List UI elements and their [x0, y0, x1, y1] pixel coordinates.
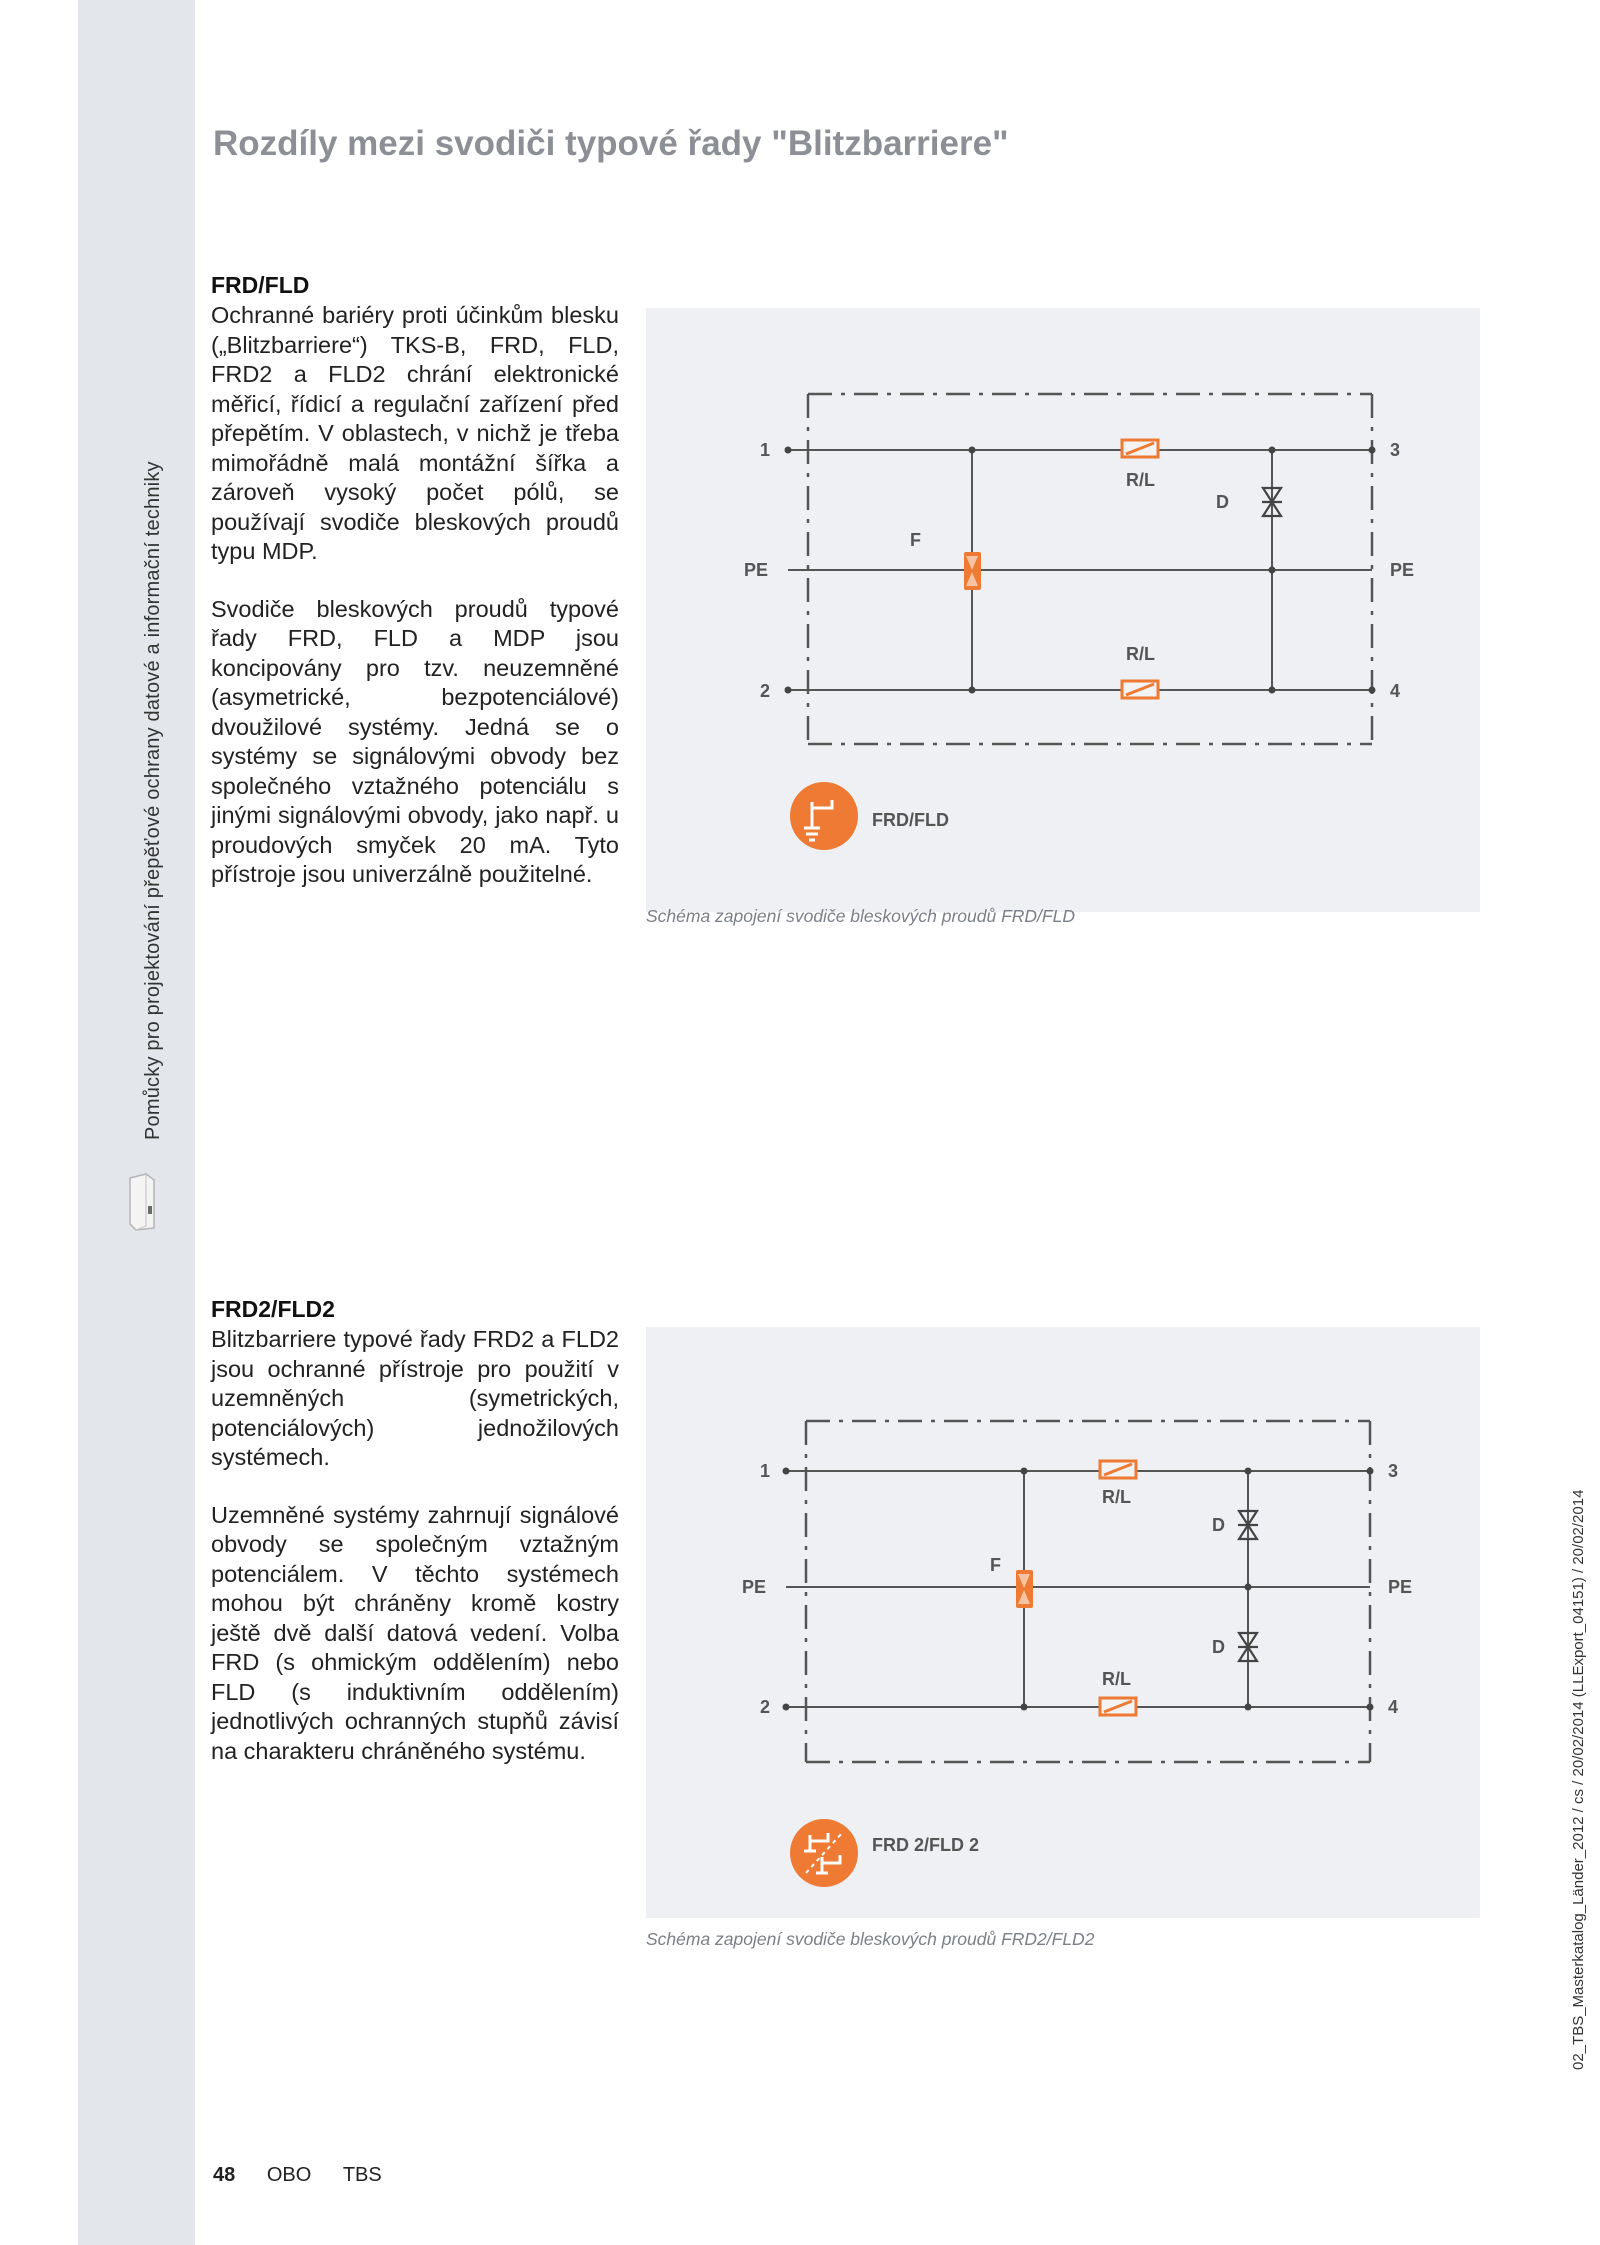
page-number: 48	[213, 2164, 236, 2186]
terminal-1-label: 1	[760, 1461, 771, 1481]
fuse-label: F	[990, 1555, 1001, 1575]
figure-caption: Schéma zapojení svodiče bleskových proudů FRD/FLD	[646, 906, 1075, 926]
badge-label: FRD/FLD	[872, 810, 949, 830]
diode-bottom-label: D	[1212, 1637, 1225, 1657]
section-frd2-fld2	[211, 1296, 619, 1794]
product-thumbnail-icon	[126, 1172, 158, 1232]
side-band	[78, 0, 195, 2245]
resistor-bottom-label: R/L	[1126, 644, 1155, 664]
terminal-2-label: 2	[760, 681, 771, 701]
diagram-labels	[742, 1461, 1412, 1855]
pe-left-label: PE	[742, 1577, 767, 1597]
section-heading: FRD2/FLD2	[211, 1296, 335, 1322]
badge-label: FRD 2/FLD 2	[872, 1835, 980, 1855]
resistor-top-label: R/L	[1102, 1487, 1131, 1507]
resistor-top-label: R/L	[1126, 470, 1155, 490]
terminal-3-label: 3	[1390, 440, 1401, 460]
section-paragraph: Svodiče bleskových proudů typové řady FRD, FLD a MDP jsou koncipovány pro tzv. neuzemněné (asymetrické, bezpotenciálové) dvoužilové systémy. Jedná se o systémy se signálovými obvody bez společného vztažného potenciálu s jinými signálovými obvody, jako např. u proudových smyček 20 mA. Tyto přístroje jsou univerzálně použitelné.	[211, 595, 619, 887]
figure-caption: Schéma zapojení svodiče bleskových proudů FRD2/FLD2	[646, 1929, 1095, 1949]
print-info: 02_TBS_Masterkatalog_Länder_2012 / cs / 20/02/2014 (LLExport_04151) / 20/02/2014	[1570, 1489, 1587, 2070]
terminal-1-label: 1	[760, 440, 771, 460]
circuit-diagram-frd2-fld2	[646, 1327, 1480, 1918]
diode-label: D	[1216, 492, 1229, 512]
side-band-label: Pomůcky pro projektování přepěťové ochrany datové a informační techniky	[142, 461, 164, 1140]
page-title: Rozdíly mezi svodiči typové řady "Blitzbarriere"	[213, 124, 1009, 163]
frd2-fld2-badge-icon	[790, 1819, 858, 1887]
circuit-diagram-frd-fld	[646, 308, 1480, 912]
frd-fld-badge-icon	[790, 782, 858, 850]
section-paragraph: Blitzbarriere typové řady FRD2 a FLD2 jsou ochranné přístroje pro použití v uzemněných (symetrických, potenciálových) jednožilových systémech.	[211, 1326, 619, 1470]
terminal-4-label: 4	[1388, 1697, 1399, 1717]
diagram-labels	[744, 440, 1414, 830]
brand-name: OBO	[266, 2164, 312, 2186]
terminal-2-label: 2	[760, 1697, 771, 1717]
section-paragraph: Uzemněné systémy zahrnují signálové obvody se společným vztažným potenciálem. V těchto systémech mohou být chráněny kromě kostry ještě dvě další datová vedení. Volba FRD (s ohmickým oddělením) nebo FLD (s induktivním oddělením) jednotlivých ochranných stupňů závisí na charakteru chráněného systému.	[211, 1501, 619, 1764]
page-footer	[213, 2164, 408, 2187]
pe-right-label: PE	[1388, 1577, 1413, 1597]
terminal-3-label: 3	[1388, 1461, 1399, 1481]
series-name: TBS	[342, 2164, 382, 2186]
section-heading: FRD/FLD	[211, 272, 310, 298]
fuse-label: F	[910, 530, 921, 550]
resistor-bottom-label: R/L	[1102, 1669, 1131, 1689]
pe-right-label: PE	[1390, 560, 1415, 580]
pe-left-label: PE	[744, 560, 769, 580]
diode-top-label: D	[1212, 1515, 1225, 1535]
section-frd-fld	[211, 272, 619, 918]
terminal-4-label: 4	[1390, 681, 1401, 701]
section-paragraph: Ochranné bariéry proti účinkům blesku („Blitzbarriere“) TKS-B, FRD, FLD, FRD2 a FLD2 chrání elektronické měřicí, řídicí a regulační zařízení před přepětím. V oblastech, v nichž je třeba mimořádně malá montážní šířka a zároveň vysoký počet pólů, se používají svodiče bleskových proudů typu MDP.	[211, 302, 619, 564]
